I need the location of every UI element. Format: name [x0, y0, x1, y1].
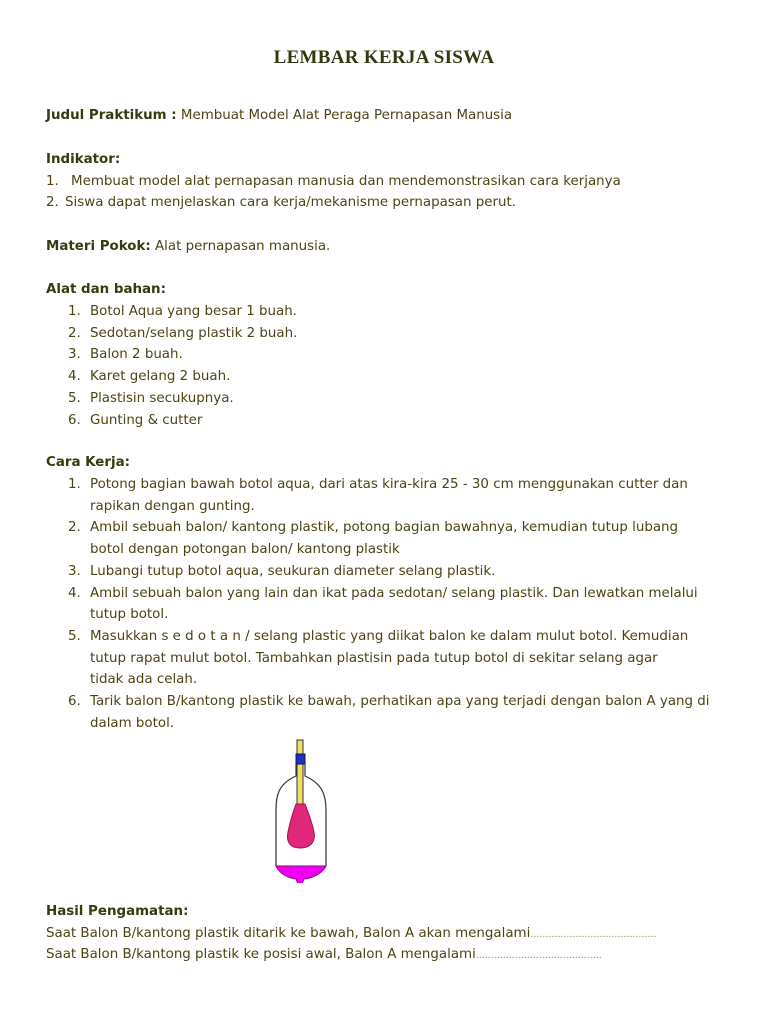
list-item-num: 3. [68, 563, 81, 579]
list-item [68, 344, 748, 366]
list-item [68, 410, 748, 432]
list-item-text: Botol Aqua yang besar 1 buah. [90, 304, 297, 319]
list-item-text: Gunting & cutter [90, 412, 203, 428]
alat-list [68, 301, 748, 431]
materi-row [46, 237, 330, 257]
list-item [68, 626, 748, 691]
hasil-line-2-text: Saat Balon B/kantong plastik ke posisi awal, Balon A mengalami [46, 947, 476, 962]
list-item-num: 3. [68, 347, 81, 363]
hasil-line-1 [46, 924, 656, 945]
materi-value: Alat pernapasan manusia. [154, 239, 331, 254]
list-item-line: tutup botol. [90, 607, 169, 623]
indikator-item-2-text: Siswa dapat menjelaskan cara kerja/mekanisme pernapasan perut. [65, 195, 516, 210]
list-item-num: 5. [68, 390, 81, 406]
lung-model-illustration [266, 738, 346, 883]
list-item-num: 1. [68, 304, 81, 319]
page-title: LEMBAR KERJA SISWA [273, 47, 495, 68]
list-item [68, 323, 748, 345]
list-item-num: 1. [68, 477, 81, 492]
list-item-line: tidak ada celah. [90, 672, 198, 688]
list-item-line: tutup rapat mulut botol. Tambahkan plastisin pada tutup botol di sekitar selang agar [90, 650, 658, 666]
materi-label: Materi Pokok: [46, 239, 151, 254]
list-item [68, 691, 748, 734]
cara-list [68, 474, 748, 734]
list-item-line: dalam botol. [90, 715, 175, 731]
straw-icon [297, 740, 303, 806]
list-item-line: Ambil sebuah balon yang lain dan ikat pada sedotan/ selang plastik. Dan lewatkan melalui [90, 585, 698, 601]
indikator-item-2-num: 2. [46, 195, 59, 210]
balloon-b-membrane-icon [276, 866, 326, 883]
alat-label: Alat dan bahan: [46, 282, 166, 297]
hasil-line-2-dots: …………………………………… [475, 951, 602, 961]
balloon-a-icon [288, 804, 315, 848]
list-item-num: 2. [68, 325, 81, 341]
list-item [68, 301, 748, 323]
list-item-num: 4. [68, 585, 81, 601]
list-item-line: Potong bagian bawah botol aqua, dari atas kira-kira 25 - 30 cm menggunakan cutter dan [90, 477, 688, 492]
indikator-label: Indikator: [46, 152, 121, 167]
bottle-cap-icon [296, 754, 305, 764]
list-item-text: Plastisin secukupnya. [90, 390, 234, 406]
list-item [68, 366, 748, 388]
list-item-num: 2. [68, 520, 81, 536]
list-item-line: Masukkan s e d o t a n / selang plastic yang diikat balon ke dalam mulut botol. Kemudian [90, 628, 689, 644]
cara-label: Cara Kerja: [46, 455, 130, 470]
indikator-item-1 [46, 172, 621, 192]
list-item-line: botol dengan potongan balon/ kantong plastik [90, 542, 400, 558]
list-item-text: Balon 2 buah. [90, 347, 183, 363]
list-item-num: 6. [68, 694, 81, 710]
list-item-text: Sedotan/selang plastik 2 buah. [90, 325, 298, 341]
list-item [68, 517, 748, 560]
list-item-line: rapikan dengan gunting. [90, 498, 255, 514]
indikator-item-2 [46, 193, 516, 213]
hasil-line-2 [46, 945, 602, 966]
list-item-line: Lubangi tutup botol aqua, seukuran diameter selang plastik. [90, 563, 496, 579]
indikator-item-1-num: 1. [46, 174, 59, 189]
list-item [68, 583, 748, 626]
indikator-item-1-text: Membuat model alat pernapasan manusia dan mendemonstrasikan cara kerjanya [71, 174, 621, 189]
hasil-line-1-dots: …………………………………… [530, 930, 657, 940]
hasil-label: Hasil Pengamatan: [46, 904, 189, 919]
judul-value: Membuat Model Alat Peraga Pernapasan Manusia [180, 108, 513, 123]
judul-row [46, 106, 512, 126]
list-item [68, 388, 748, 410]
list-item-line: Tarik balon B/kantong plastik ke bawah, perhatikan apa yang terjadi dengan balon A yang di [90, 694, 710, 710]
list-item-num: 5. [68, 628, 81, 644]
judul-label: Judul Praktikum : [46, 108, 177, 123]
list-item-num: 6. [68, 412, 81, 428]
list-item-text: Karet gelang 2 buah. [90, 369, 231, 385]
list-item-line: Ambil sebuah balon/ kantong plastik, potong bagian bawahnya, kemudian tutup lubang [90, 520, 679, 536]
list-item-num: 4. [68, 369, 81, 385]
list-item [68, 474, 748, 517]
hasil-line-1-text: Saat Balon B/kantong plastik ditarik ke bawah, Balon A akan mengalami [46, 926, 531, 941]
list-item [68, 561, 748, 583]
